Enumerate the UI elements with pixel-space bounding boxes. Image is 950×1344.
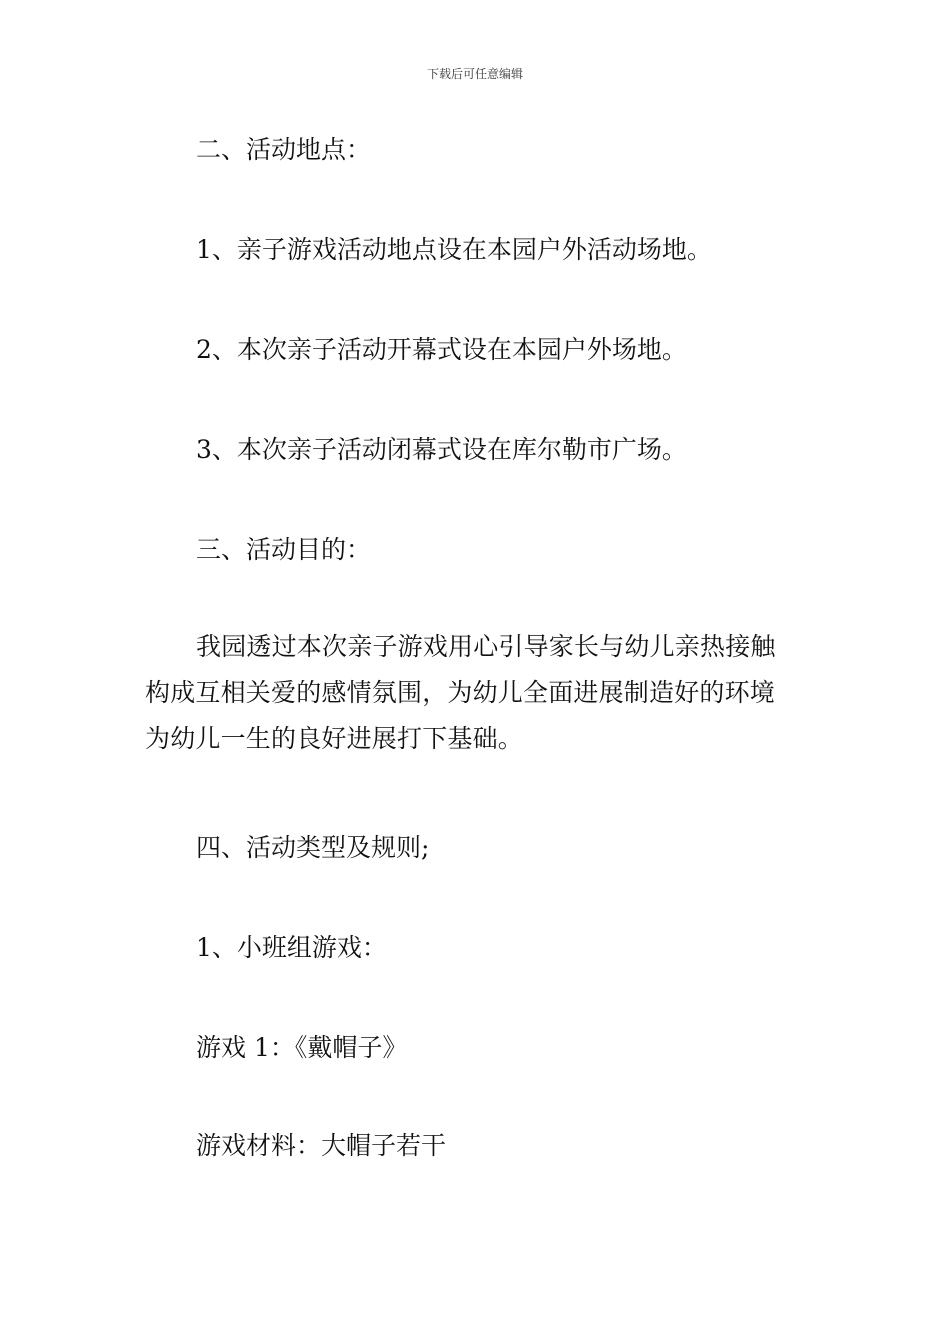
game-1-material: 游戏材料：大帽子若干 (196, 1131, 447, 1160)
purpose-line-2: 构成互相关爱的感情氛围，为幼儿全面进展制造好的环境 (145, 678, 776, 707)
section-heading-types: 四、活动类型及规则; (196, 833, 430, 862)
purpose-paragraph (145, 624, 810, 762)
purpose-line-3: 为幼儿一生的良好进展打下基础。 (145, 724, 524, 753)
location-item-2: 2、本次亲子活动开幕式设在本园户外场地。 (196, 335, 687, 364)
location-item-3: 3、本次亲子活动闭幕式设在库尔勒市广场。 (196, 435, 687, 464)
page-header: 下载后可任意编辑 (426, 67, 523, 81)
section-heading-location: 二、活动地点： (196, 135, 372, 164)
location-item-1: 1、亲子游戏活动地点设在本园户外活动场地。 (196, 235, 712, 264)
purpose-line-1: 我园透过本次亲子游戏用心引导家长与幼儿亲热接触 (196, 632, 776, 661)
small-class-heading: 1、小班组游戏： (196, 933, 387, 962)
game-1-title: 游戏 1：《戴帽子》 (196, 1033, 408, 1062)
section-heading-purpose: 三、活动目的： (196, 535, 372, 564)
